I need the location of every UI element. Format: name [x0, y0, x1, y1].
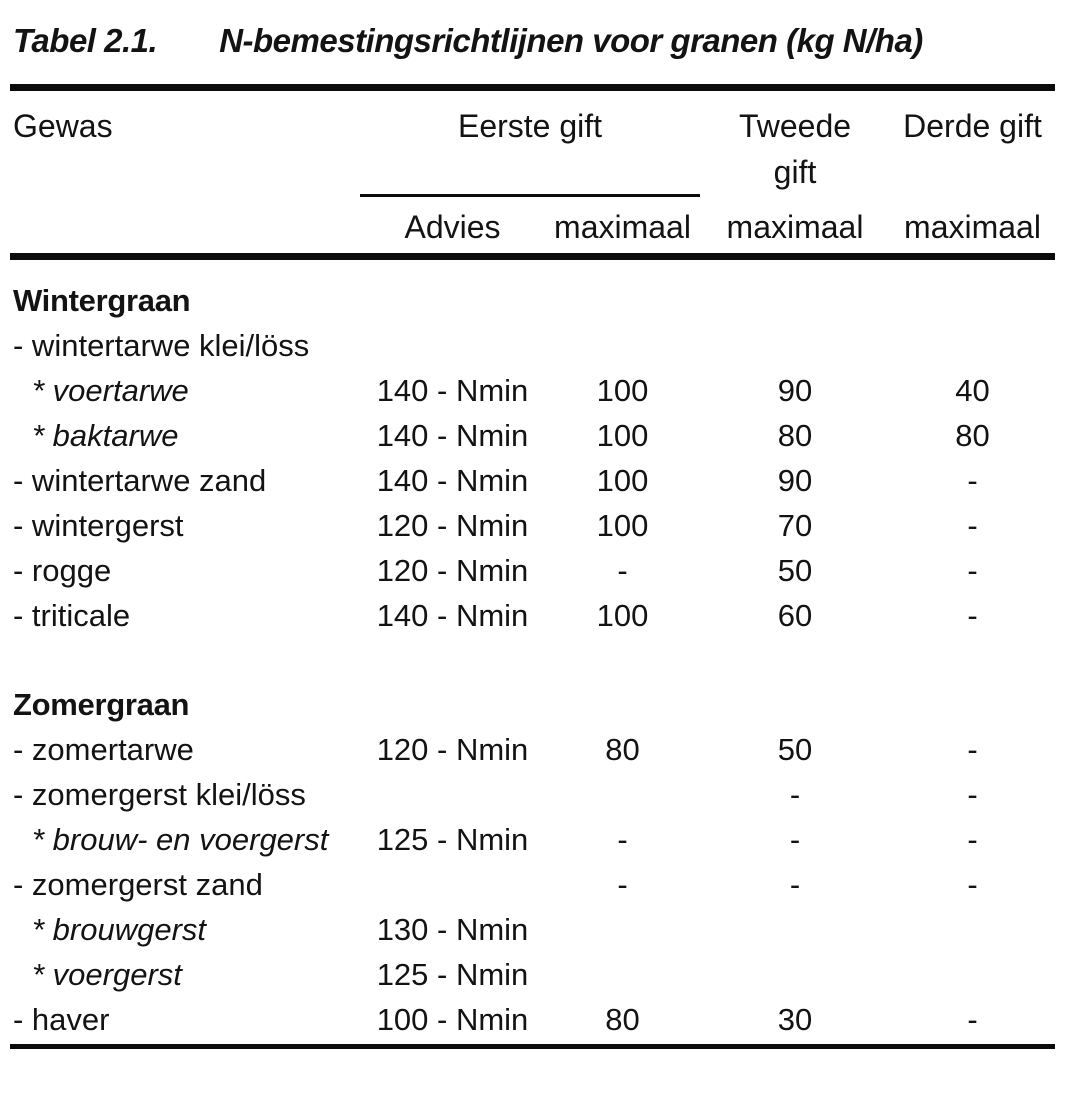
bottom-rule: [10, 1044, 1055, 1049]
section-heading: Wintergraan: [13, 283, 191, 318]
value-derde-maximaal: [890, 952, 1055, 997]
value-eerste-maximaal: 80: [605, 732, 640, 767]
column-header-eerste-gift-label: Eerste gift: [457, 108, 603, 144]
value-advies: 140 - Nmin: [376, 418, 529, 453]
value-eerste-maximaal: 100: [596, 373, 649, 408]
value-tweede-maximaal: 70: [777, 508, 813, 543]
header-rule: [10, 253, 1055, 260]
top-rule: [10, 84, 1055, 91]
table-row: [10, 323, 1055, 368]
table-row: [10, 952, 1055, 997]
value-derde-maximaal: -: [967, 867, 978, 902]
value-tweede-maximaal: -: [789, 867, 801, 902]
value-advies: 125 - Nmin: [376, 957, 529, 992]
value-derde-maximaal: -: [967, 598, 978, 633]
table-title-text: N-bemestingsrichtlijnen voor granen (kg N/ha): [219, 22, 923, 59]
value-tweede-maximaal: [700, 907, 890, 952]
crop-label: - zomergerst zand: [13, 867, 263, 902]
value-tweede-maximaal: -: [789, 822, 801, 857]
column-header-row-sub: [10, 207, 1055, 247]
table-row: [10, 458, 1055, 503]
column-header-empty: [10, 207, 360, 247]
section-heading: Zomergraan: [13, 687, 190, 722]
crop-label: - wintertarwe zand: [13, 463, 267, 498]
crop-label: * baktarwe: [32, 418, 179, 453]
table-title: [10, 22, 1055, 60]
column-header-derde-gift: Derde gift: [903, 108, 1042, 144]
value-eerste-maximaal: -: [617, 867, 628, 902]
value-advies: [360, 862, 545, 907]
value-advies: 120 - Nmin: [376, 508, 529, 543]
crop-label: - wintergerst: [13, 508, 184, 543]
value-eerste-maximaal: [545, 323, 700, 368]
table-row: [10, 907, 1055, 952]
crop-label: - triticale: [13, 598, 131, 633]
crop-label: - rogge: [13, 553, 112, 588]
value-derde-maximaal: -: [967, 777, 978, 812]
value-derde-maximaal: -: [967, 732, 978, 767]
crop-label: - zomertarwe: [13, 732, 194, 767]
value-derde-maximaal: -: [967, 1002, 978, 1037]
table-row: [10, 413, 1055, 458]
table-row: [10, 548, 1055, 593]
value-advies: 130 - Nmin: [376, 912, 529, 947]
value-tweede-maximaal: 30: [777, 1002, 813, 1037]
value-advies: 125 - Nmin: [376, 822, 529, 857]
crop-label: * voergerst: [32, 957, 182, 992]
table-number: Tabel 2.1.: [13, 22, 158, 59]
column-header-advies: Advies: [404, 209, 501, 245]
value-tweede-maximaal: [700, 323, 890, 368]
column-header-eerste-gift: [360, 103, 700, 197]
crop-label: - zomergerst klei/löss: [13, 777, 306, 812]
column-header-row-groups: [10, 103, 1055, 197]
value-tweede-maximaal: -: [789, 777, 801, 812]
value-tweede-maximaal: 50: [777, 553, 813, 588]
value-eerste-maximaal: -: [617, 553, 628, 588]
value-derde-maximaal: 40: [955, 373, 990, 408]
value-tweede-maximaal: 90: [777, 373, 813, 408]
table-body: [10, 278, 1055, 1042]
value-eerste-maximaal: 100: [596, 418, 649, 453]
table-row: [10, 772, 1055, 817]
table-row: [10, 817, 1055, 862]
value-advies: 120 - Nmin: [376, 553, 529, 588]
crop-label: - wintertarwe klei/löss: [13, 328, 310, 363]
value-eerste-maximaal: -: [617, 822, 628, 857]
column-header-gewas: Gewas: [13, 108, 113, 144]
table-row: [10, 593, 1055, 638]
value-advies: 140 - Nmin: [376, 373, 529, 408]
value-tweede-maximaal: 50: [777, 732, 813, 767]
value-tweede-maximaal: [700, 952, 890, 997]
column-header-tweede-maximaal: maximaal: [726, 209, 864, 245]
value-tweede-maximaal: 90: [777, 463, 813, 498]
value-eerste-maximaal: 100: [596, 463, 649, 498]
value-eerste-maximaal: 80: [605, 1002, 640, 1037]
crop-label: * brouw- en voergerst: [32, 822, 329, 857]
value-derde-maximaal: [890, 323, 1055, 368]
column-header-derde-maximaal: maximaal: [904, 209, 1041, 245]
value-advies: 140 - Nmin: [376, 463, 529, 498]
section-spacer: [10, 638, 1055, 682]
value-derde-maximaal: 80: [955, 418, 990, 453]
value-advies: [360, 772, 545, 817]
value-derde-maximaal: -: [967, 463, 978, 498]
value-eerste-maximaal: 100: [596, 508, 649, 543]
table-row: [10, 997, 1055, 1042]
value-derde-maximaal: -: [967, 553, 978, 588]
value-derde-maximaal: -: [967, 508, 978, 543]
value-advies: [360, 323, 545, 368]
value-eerste-maximaal: 100: [596, 598, 649, 633]
value-eerste-maximaal: [545, 772, 700, 817]
value-derde-maximaal: -: [967, 822, 978, 857]
column-header-tweede-gift-label: Tweede gift: [738, 108, 852, 190]
crop-label: * brouwgerst: [32, 912, 207, 947]
column-header-tweede-gift: [700, 103, 890, 195]
crop-label: * voertarwe: [32, 373, 189, 408]
value-advies: 140 - Nmin: [376, 598, 529, 633]
table-row: [10, 727, 1055, 772]
value-advies: 120 - Nmin: [376, 732, 529, 767]
value-tweede-maximaal: 80: [777, 418, 813, 453]
crop-label: - haver: [13, 1002, 110, 1037]
value-tweede-maximaal: 60: [777, 598, 813, 633]
value-eerste-maximaal: [545, 952, 700, 997]
value-eerste-maximaal: [545, 907, 700, 952]
table-row: [10, 503, 1055, 548]
table-row: [10, 862, 1055, 907]
table-row: [10, 368, 1055, 413]
value-advies: 100 - Nmin: [376, 1002, 529, 1037]
value-derde-maximaal: [890, 907, 1055, 952]
column-header-eerste-maximaal: maximaal: [554, 209, 691, 245]
